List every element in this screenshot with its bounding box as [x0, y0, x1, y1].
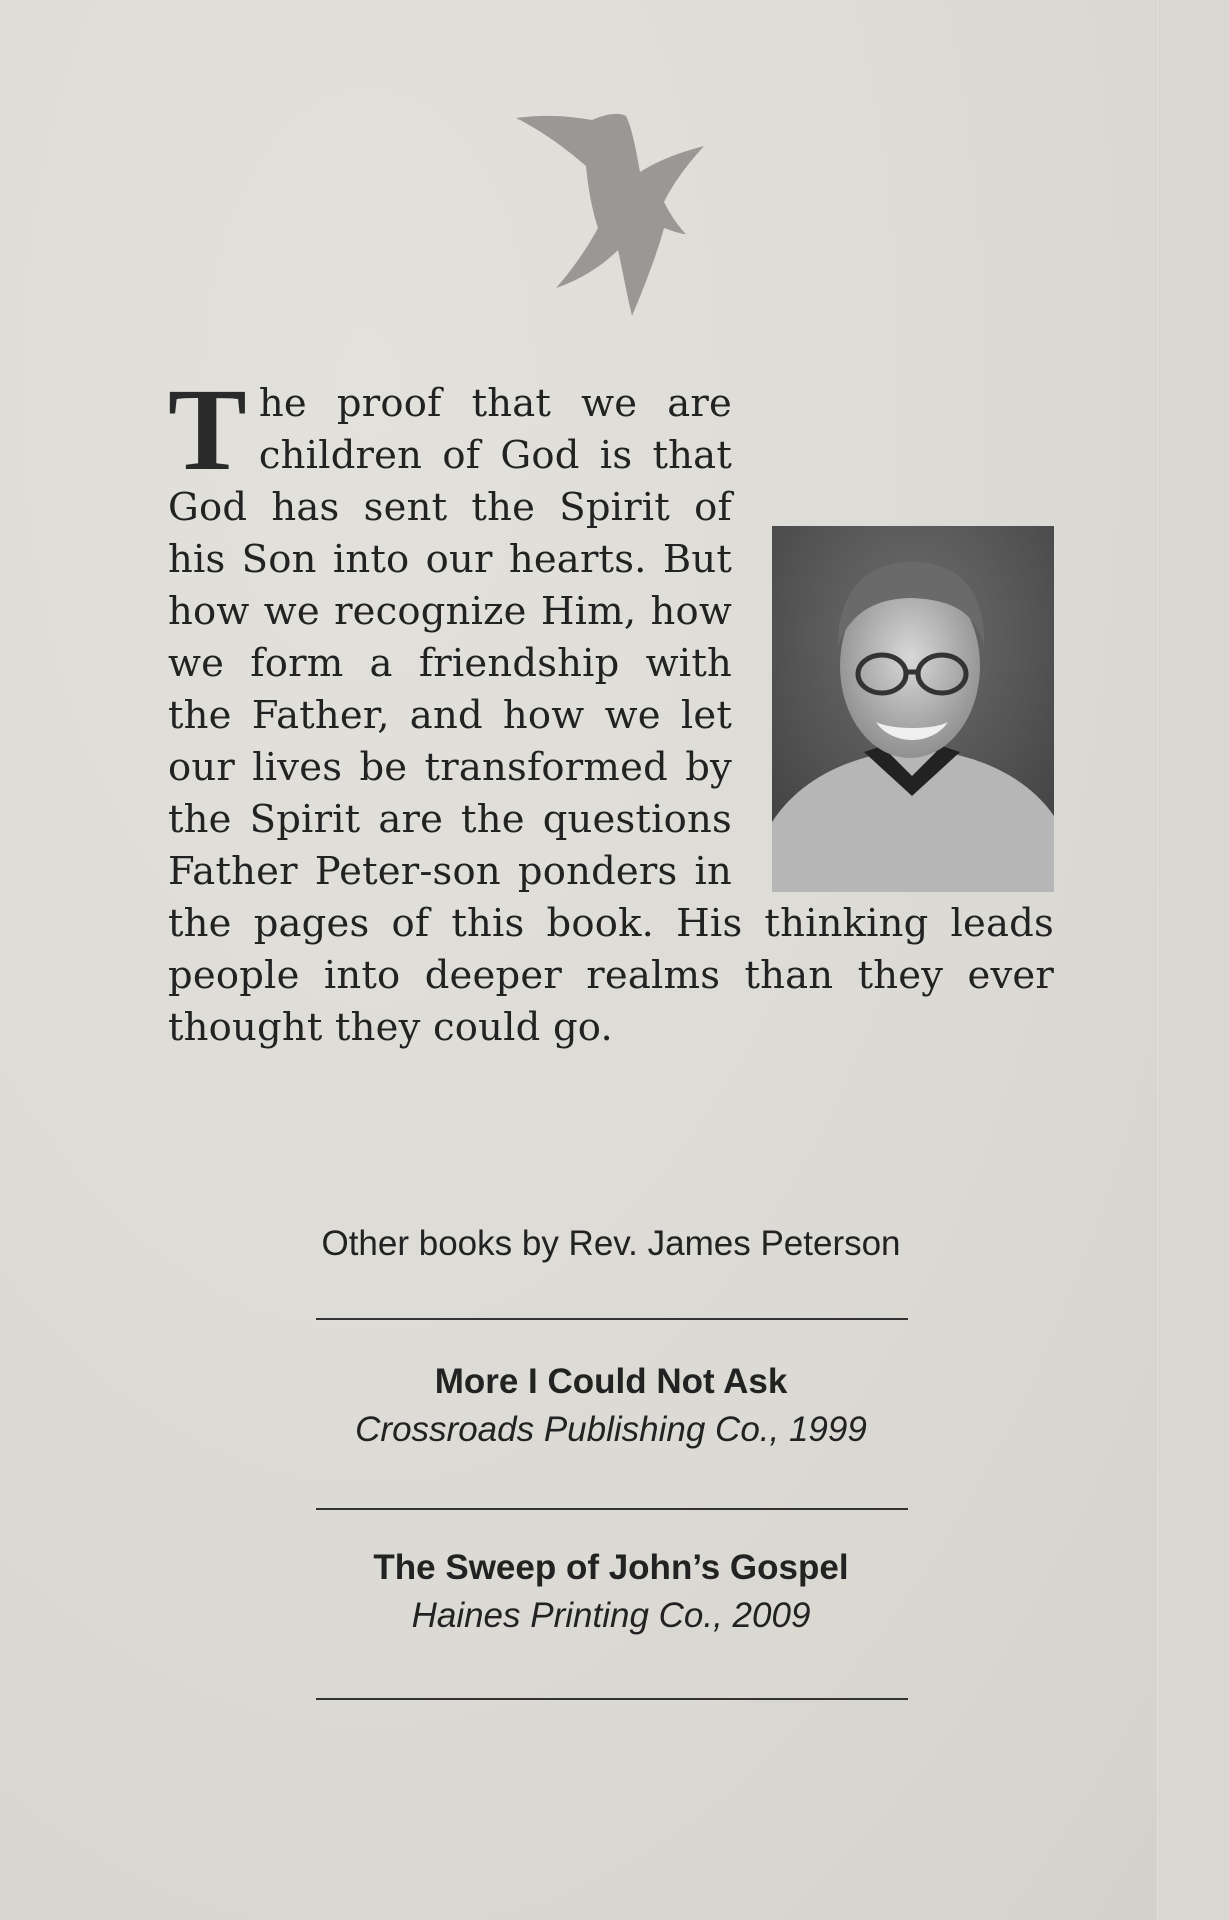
blurb-paragraph [168, 364, 1054, 1054]
book-publisher: Haines Printing Co., 2009 [411, 1596, 811, 1635]
drop-cap: T [168, 364, 247, 495]
divider-rule [316, 1698, 908, 1700]
book-title: More I Could Not Ask [434, 1362, 788, 1401]
author-photo [772, 526, 1054, 892]
book-title: The Sweep of John’s Gospel [373, 1548, 849, 1587]
book-publisher: Crossroads Publishing Co., 1999 [355, 1410, 867, 1449]
cover-flap-edge [1159, 0, 1229, 1920]
blurb-text: he proof that we are children of God is that God has sent the Spirit of his Son into our hearts. But how we recognize Him, how we form a friendship with the Father, and how we let our lives be transformed by the Spirit are the questions Father Peter-son ponders in the pages of this book. His thinking leads people into deeper realms than they ever thought they could go. [168, 381, 1054, 1050]
other-books-heading: Other books by Rev. James Peterson [321, 1224, 901, 1263]
dove-icon [514, 110, 708, 320]
divider-rule [316, 1508, 908, 1510]
divider-rule [316, 1318, 908, 1320]
